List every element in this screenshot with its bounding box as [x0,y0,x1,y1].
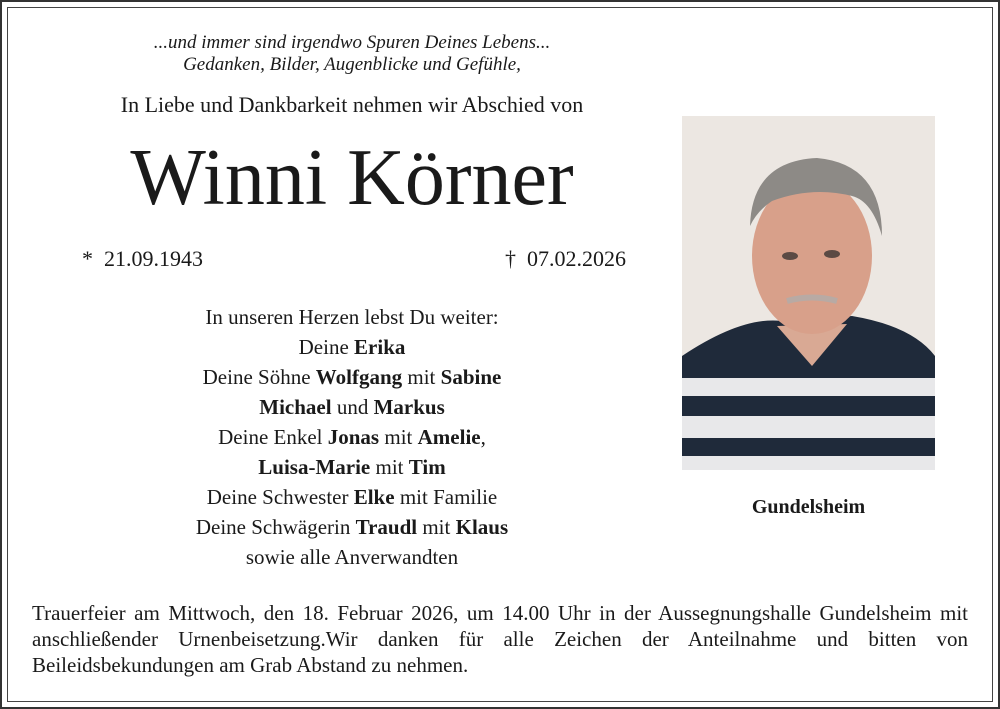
name: Luisa-Marie [258,455,371,479]
family-list [52,302,652,572]
text: mit [402,365,441,389]
text: Deine [298,335,355,359]
family-line [52,362,652,392]
text: Deine Enkel [218,425,328,449]
motto-line-2: Gedanken, Bilder, Augenblicke und Gefühle, [183,54,521,75]
birth-date [82,246,203,272]
funeral-info: Trauerfeier am Mittwoch, den 18. Februar 2026, um 14.00 Uhr in der Aussegnungshalle Gundelsheim mit anschließender Urnenbeisetzung.Wir danken für alle Zeichen der Anteilnahme und bitten von Beileidsbekundungen am Grab Abstand zu nehmen. [32,601,968,677]
portrait-image [682,116,935,470]
name: Wolfgang [315,365,403,389]
death-date-value: 07.02.2026 [527,246,626,271]
name: Elke [353,485,395,509]
name: Markus [373,395,445,419]
text: Deine Schwägerin [195,515,356,539]
text: und [331,395,374,419]
name: Sabine [440,365,502,389]
place-name: Gundelsheim [751,496,866,518]
family-closing: sowie alle Anverwandten [245,545,459,569]
name: Tim [408,455,446,479]
family-intro: In unseren Herzen lebst Du weiter: [205,305,499,329]
text: mit [370,455,409,479]
name: Amelie [417,425,481,449]
text: Deine Söhne [202,365,316,389]
name: Traudl [355,515,418,539]
portrait-photo [682,116,935,470]
motto [52,32,652,76]
cross-icon: † [505,246,516,271]
death-date [505,246,626,272]
family-line [52,452,652,482]
deceased-name: Winni Körner [130,134,574,222]
family-line [52,332,652,362]
name: Klaus [455,515,509,539]
name: Erika [354,335,406,359]
name: Michael [259,395,332,419]
family-line [52,512,652,542]
text: , [480,425,486,449]
star-icon: * [82,246,93,271]
text: Deine Schwester [206,485,354,509]
text: mit [417,515,456,539]
family-line [52,422,652,452]
text: mit Familie [394,485,498,509]
text: mit [379,425,418,449]
birth-date-value: 21.09.1943 [104,246,203,271]
motto-line-1: ...und immer sind irgendwo Spuren Deines Lebens... [153,32,551,53]
name: Jonas [327,425,380,449]
intro-text: In Liebe und Dankbarkeit nehmen wir Abschied von [120,92,584,117]
family-line [52,392,652,422]
family-line [52,482,652,512]
